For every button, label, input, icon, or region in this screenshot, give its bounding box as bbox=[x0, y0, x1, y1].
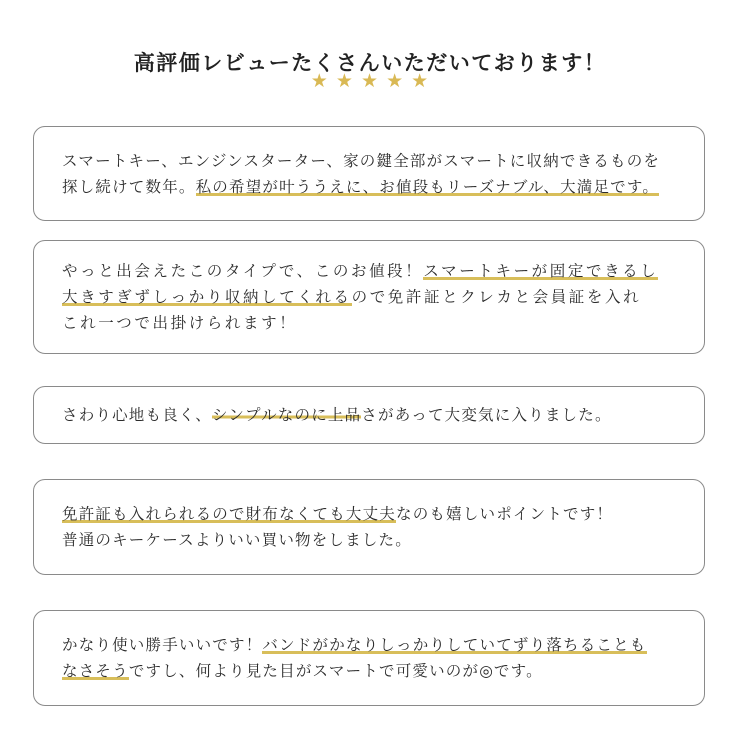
review-text: 普通のキーケースよりいい買い物をしました。 bbox=[62, 531, 412, 549]
highlighted-text: なさそう bbox=[62, 662, 129, 680]
review-card bbox=[33, 386, 705, 444]
review-text: スマートキー、エンジンスターター、家の鍵全部がスマートに収納できるものを bbox=[62, 151, 661, 170]
review-line bbox=[62, 402, 682, 428]
star-icon: ★ bbox=[335, 70, 354, 92]
review-line bbox=[62, 658, 682, 684]
review-text: さがあって大変気に入りました。 bbox=[361, 406, 612, 424]
review-text: なのも嬉しいポイントです！ bbox=[396, 505, 614, 523]
review-line bbox=[62, 310, 682, 336]
review-text: ので免許証とクレカと会員証を入れ bbox=[351, 288, 642, 306]
highlighted-text: シンプルなのに上品 bbox=[212, 406, 362, 424]
rating-stars bbox=[0, 70, 740, 92]
review-line bbox=[62, 174, 682, 200]
review-line bbox=[62, 632, 682, 658]
review-text: かなり使い勝手いいです！ bbox=[62, 636, 263, 654]
review-line bbox=[62, 148, 682, 174]
review-line bbox=[62, 527, 682, 553]
section-title: 高評価レビューたくさんいただいております！ bbox=[133, 51, 607, 76]
review-text: ですし、何より見た目がスマートで可愛いのが◎です。 bbox=[128, 662, 543, 680]
review-text: やっと出会えたこのタイプで、このお値段！ bbox=[62, 262, 424, 280]
review-card bbox=[33, 610, 705, 706]
review-card bbox=[33, 126, 705, 221]
highlighted-text: 大きすぎずしっかり収納してくれる bbox=[62, 288, 352, 306]
review-card bbox=[33, 240, 705, 354]
review-text: さわり心地も良く、 bbox=[62, 406, 212, 424]
star-icon: ★ bbox=[310, 70, 329, 92]
highlighted-text: 免許証も入れられるので財布なくても大丈夫 bbox=[62, 505, 397, 523]
review-text: 探し続けて数年。 bbox=[62, 177, 196, 196]
review-line bbox=[62, 501, 682, 527]
star-icon: ★ bbox=[411, 70, 430, 92]
review-card bbox=[33, 479, 705, 575]
star-icon: ★ bbox=[386, 70, 405, 92]
highlighted-text: スマートキーが固定できるし bbox=[423, 262, 659, 280]
highlighted-text: バンドがかなりしっかりしていてずり落ちることも bbox=[262, 636, 647, 654]
highlighted-text: 私の希望が叶ううえに、お値段もリーズナブル、大満足です。 bbox=[195, 177, 660, 196]
review-text: これ一つで出掛けられます！ bbox=[62, 314, 298, 332]
star-icon: ★ bbox=[360, 70, 380, 92]
review-line bbox=[62, 284, 682, 310]
review-line bbox=[62, 258, 682, 284]
